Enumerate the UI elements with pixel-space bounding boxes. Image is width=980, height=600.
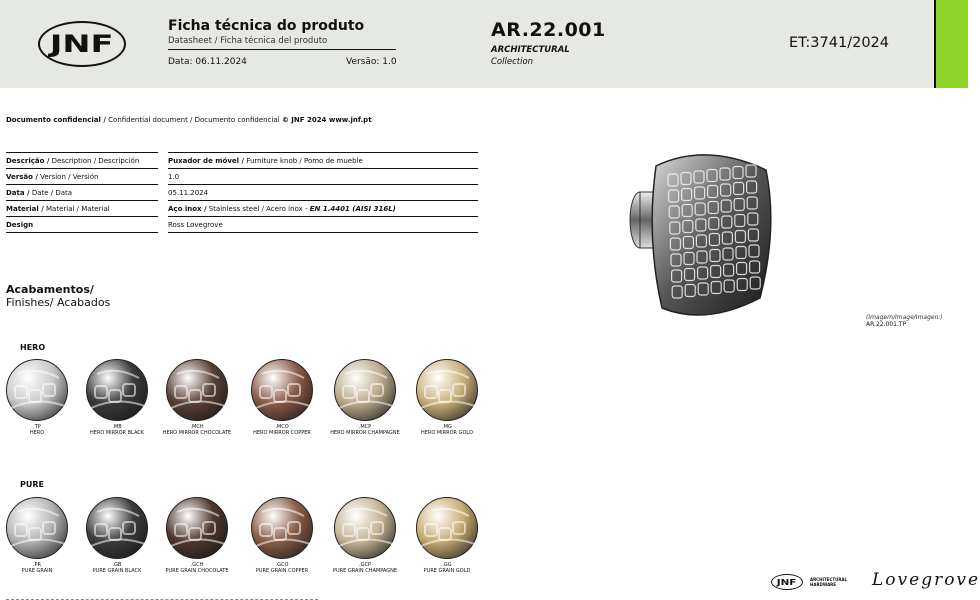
finish-name: PURE GRAIN GOLD [423, 568, 471, 574]
spec-value-rest: 1.0 [168, 172, 180, 181]
footer-jnf-logo [771, 574, 803, 590]
finish-name: PURE GRAIN COPPER [255, 568, 309, 574]
finish-sample-image [416, 359, 478, 421]
finish-swatch [162, 359, 232, 436]
spec-gap [158, 153, 168, 169]
finish-sample-image [86, 497, 148, 559]
finish-swatch [330, 359, 400, 436]
spec-key-bold: Data / [6, 188, 30, 197]
spec-key-rest: Material / Material [43, 204, 110, 213]
spec-value-bold: Aço inox / [168, 204, 207, 213]
finish-code: .MB [112, 424, 122, 430]
finish-name: PURE GRAIN [21, 568, 53, 574]
footer-brand [810, 577, 847, 587]
finish-sample-image [416, 497, 478, 559]
et-number: ET:3741/2024 [789, 35, 889, 51]
product-category: ARCHITECTURAL [491, 45, 570, 55]
finish-swatch [6, 497, 68, 574]
finish-sample-image [334, 359, 396, 421]
finish-code: .GCP [359, 562, 371, 568]
confidential-text: Confidential document / Documento confidencial [105, 116, 282, 124]
finish-name: PURE GRAIN CHOCOLATE [165, 568, 229, 574]
spec-key-bold: Versão / [6, 172, 38, 181]
finish-swatch [251, 497, 313, 574]
spec-key-rest: Description / Descripción [49, 156, 140, 165]
finish-code: .GG [442, 562, 452, 568]
finish-group-label: HERO [20, 343, 46, 352]
spec-key [6, 153, 158, 169]
logo-text: JNF [50, 30, 114, 58]
finish-sample-image [251, 359, 313, 421]
spec-gap [158, 169, 168, 185]
spec-value [168, 217, 478, 233]
spec-value-rest: Stainless steel / Acero inox - [206, 204, 310, 213]
finish-swatch [251, 359, 313, 436]
finish-code: .PR [32, 562, 42, 568]
caption-code: AR.22.001.TP [866, 321, 907, 328]
finish-swatch [416, 359, 478, 436]
product-reference: AR.22.001 [491, 19, 606, 41]
spec-table [6, 152, 478, 233]
datasheet-version: Versão: 1.0 [346, 57, 397, 67]
finish-swatch [86, 497, 148, 574]
spec-row [6, 169, 478, 185]
finish-code: .GCO [275, 562, 289, 568]
finish-swatch [86, 359, 148, 436]
finish-swatch [6, 359, 68, 436]
finish-name: HERO MIRROR GOLD [420, 430, 474, 436]
spec-value-bold: Puxador de móvel / [168, 156, 245, 165]
footer-brand-line1: ARCHITECTURAL [810, 577, 848, 582]
spec-value [168, 201, 478, 217]
finish-sample-image [334, 497, 396, 559]
finishes-title-line2: Finishes/ Acabados [6, 296, 111, 309]
finish-swatch [334, 497, 396, 574]
finish-code: .TP [33, 424, 41, 430]
finish-code: .GCH [190, 562, 204, 568]
spec-row [6, 185, 478, 201]
finish-sample-image [6, 359, 68, 421]
caption-label: (Imagem/Image/Imagen:) [866, 314, 943, 321]
finish-code: .GB [112, 562, 122, 568]
spec-value [168, 153, 478, 169]
finish-sample-image [86, 359, 148, 421]
finish-code: .MCP [358, 424, 372, 430]
spec-key [6, 169, 158, 185]
spec-row [6, 217, 478, 233]
finish-sample-image [166, 497, 228, 559]
spec-key-bold: Design [6, 220, 34, 229]
spec-value-extra: EN 1.4401 (AISI 316L) [309, 204, 396, 213]
spec-gap [158, 217, 168, 233]
finish-swatch [416, 497, 478, 574]
finish-sample-image [251, 497, 313, 559]
designer-signature: Lovegrove [872, 570, 980, 590]
accent-bar [934, 0, 968, 88]
image-caption [866, 314, 943, 328]
finish-name: PURE GRAIN BLACK [92, 568, 142, 574]
spec-value [168, 169, 478, 185]
spec-gap [158, 201, 168, 217]
finish-name: HERO [29, 430, 45, 436]
spec-key-rest: Version / Versión [37, 172, 99, 181]
spec-value-rest: Ross Lovegrove [168, 220, 223, 229]
finish-sample-image [166, 359, 228, 421]
datasheet-date: Data: 06.11.2024 [168, 57, 247, 67]
spec-key-bold: Descrição / [6, 156, 50, 165]
product-knob-image [626, 148, 776, 323]
spec-key [6, 217, 158, 233]
finish-name: HERO MIRROR CHOCOLATE [162, 430, 232, 436]
footer-brand-line2: HARDWARE [810, 582, 836, 587]
finish-code: .MCO [275, 424, 289, 430]
datasheet-title: Ficha técnica do produto [168, 18, 365, 34]
copyright: © JNF 2024 www.jnf.pt [281, 116, 372, 124]
finish-code: .MG [442, 424, 452, 430]
footer-logo-text: JNF [777, 577, 797, 587]
finish-group-label: PURE [20, 480, 44, 489]
finish-sample-image [6, 497, 68, 559]
finish-name: PURE GRAIN CHAMPAGNE [332, 568, 398, 574]
spec-key [6, 185, 158, 201]
confidential-bold: Documento confidencial / [6, 116, 106, 124]
finish-swatch [166, 497, 228, 574]
spec-key-rest: Date / Data [29, 188, 73, 197]
spec-key [6, 201, 158, 217]
finish-name: HERO MIRROR COPPER [253, 430, 311, 436]
finish-name: HERO MIRROR BLACK [89, 430, 145, 436]
header-divider [168, 49, 396, 50]
spec-gap [158, 185, 168, 201]
spec-value-rest: Furniture knob / Pomo de mueble [244, 156, 363, 165]
finishes-title-line1: Acabamentos/ [6, 283, 94, 296]
spec-value [168, 185, 478, 201]
product-collection: Collection [491, 57, 534, 67]
spec-row [6, 201, 478, 217]
finishes-title [6, 283, 110, 309]
spec-value-rest: 05.11.2024 [168, 188, 209, 197]
datasheet-subtitle: Datasheet / Ficha técnica del produto [168, 36, 328, 46]
finish-code: .MCH [190, 424, 204, 430]
finish-name: HERO MIRROR CHAMPAGNE [330, 430, 400, 436]
spec-row [6, 153, 478, 169]
confidential-notice [6, 116, 372, 124]
spec-key-bold: Material / [6, 204, 44, 213]
jnf-logo [38, 21, 126, 67]
